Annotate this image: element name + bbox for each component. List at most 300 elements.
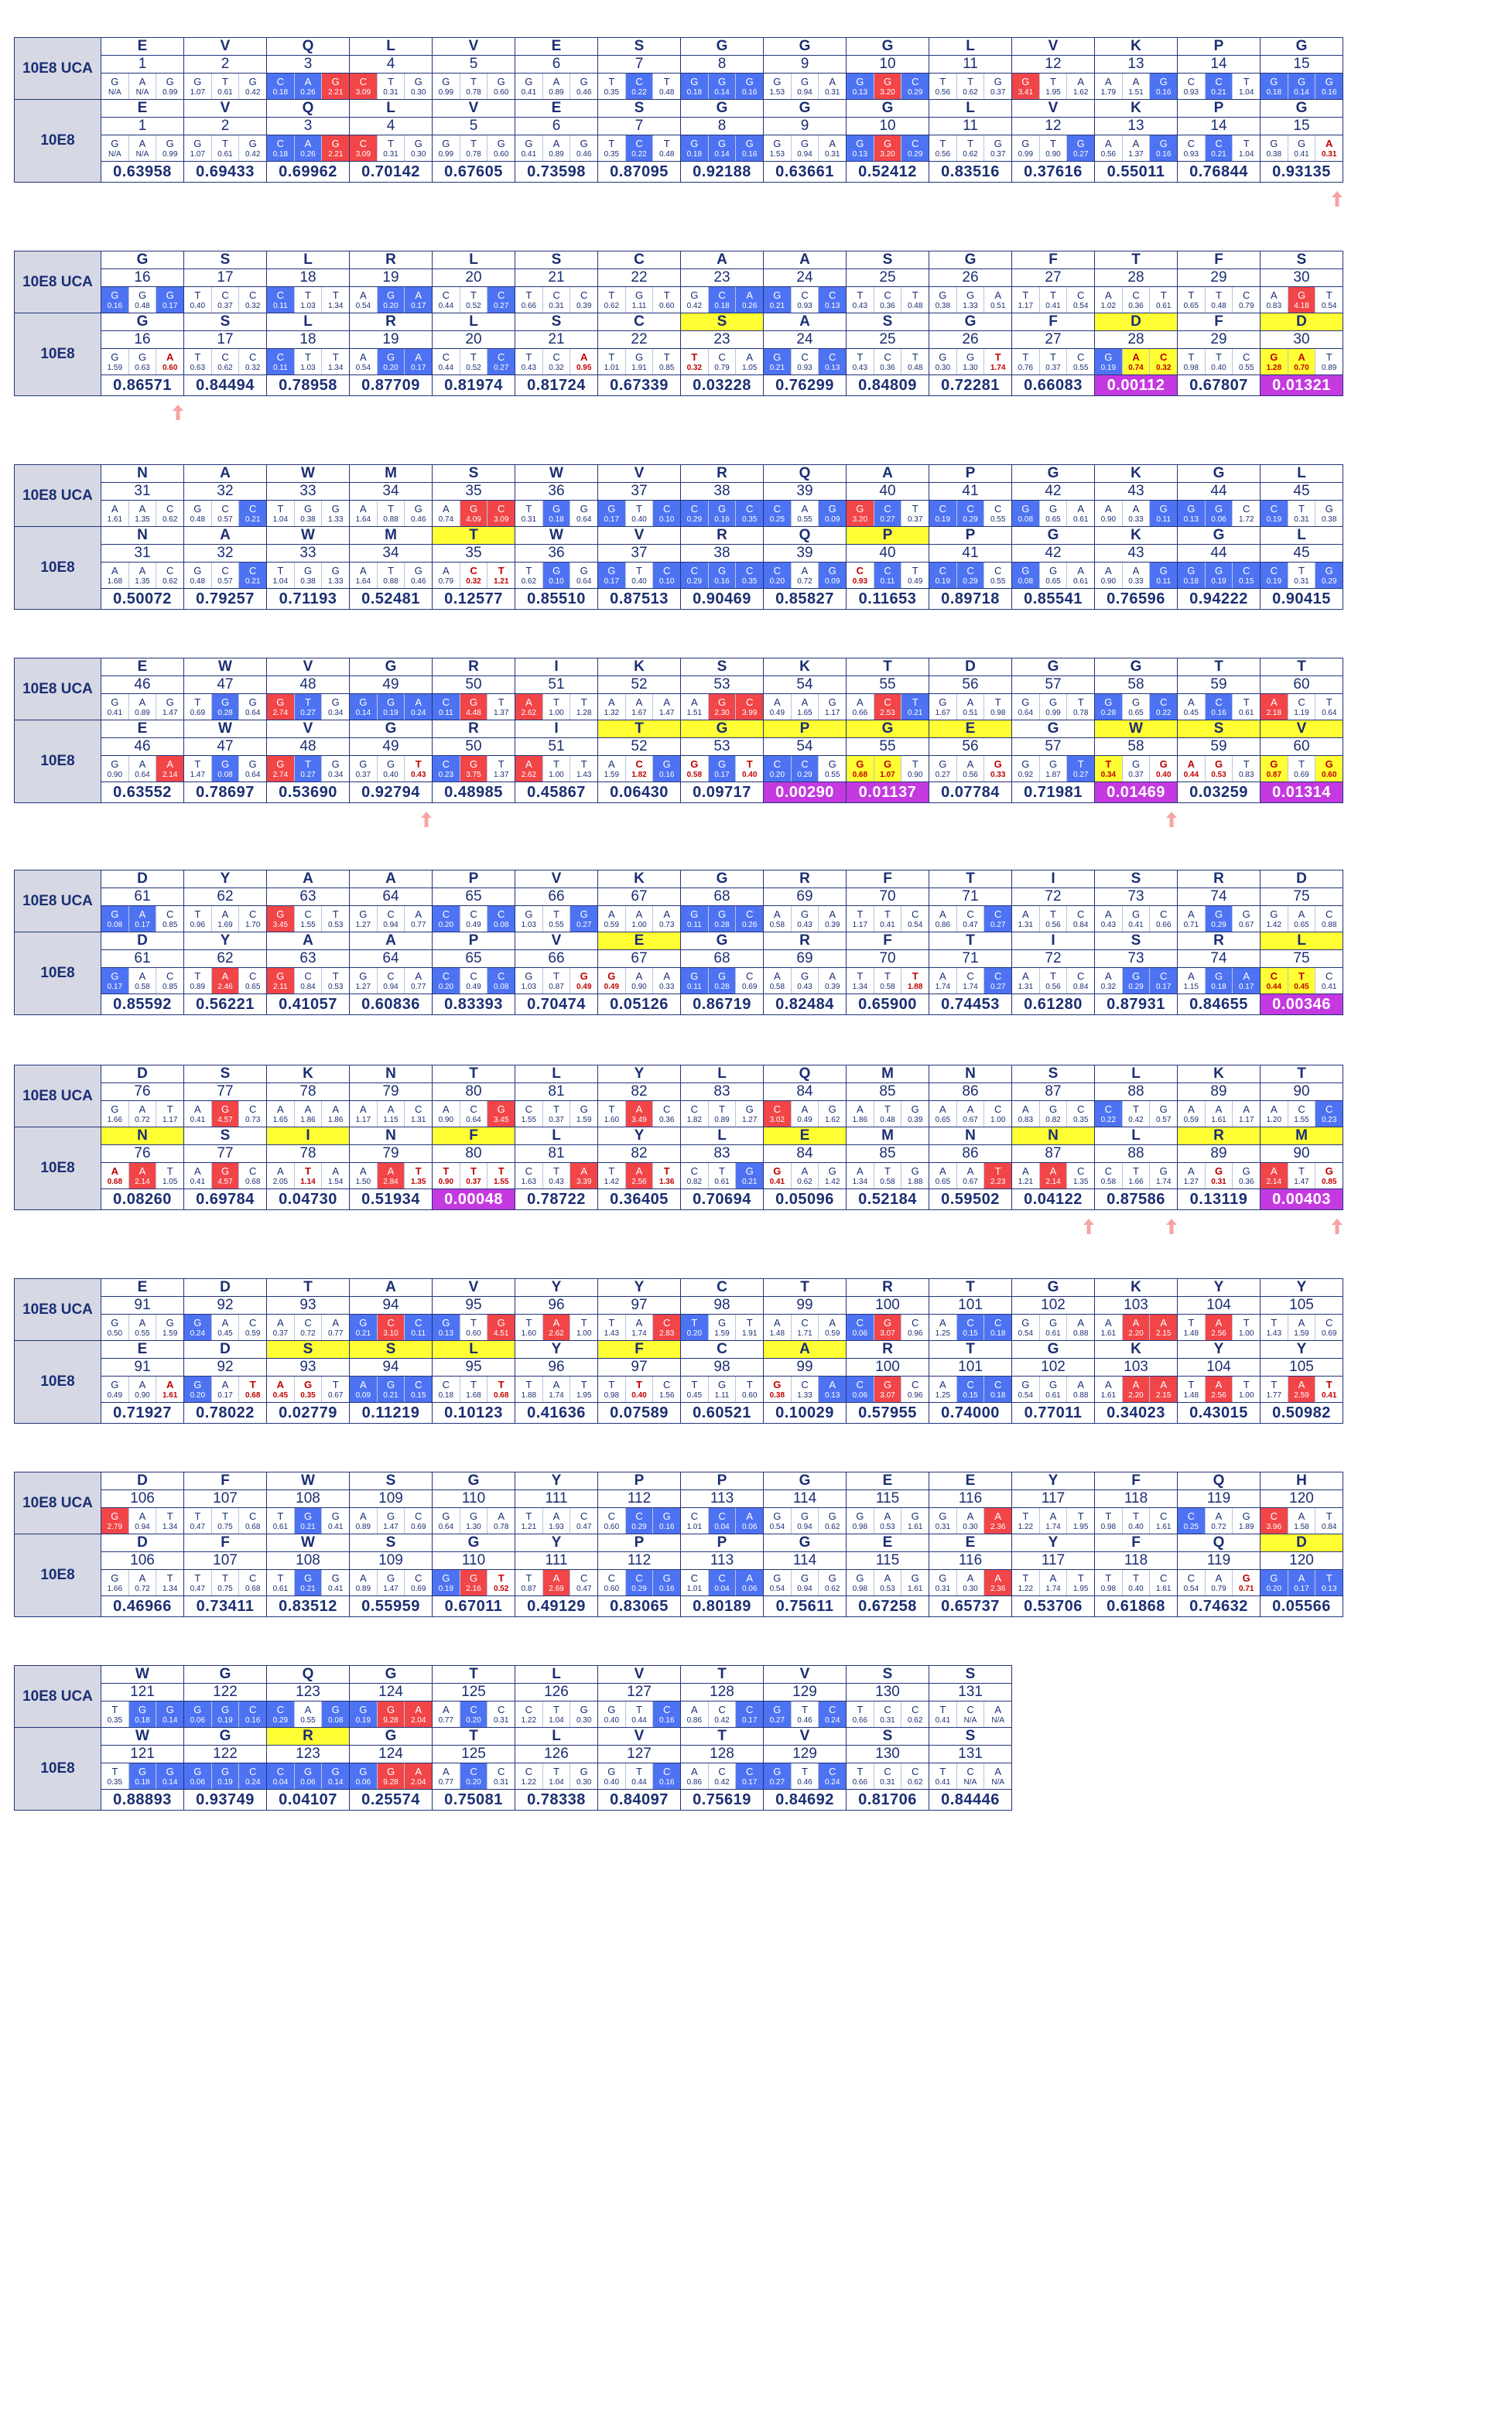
- base-letter: A: [552, 1316, 560, 1329]
- uca-position-number: 2: [184, 56, 267, 74]
- alignment-table: [14, 251, 1343, 396]
- base-value: 0.61: [217, 87, 233, 97]
- base-value: 0.18: [272, 149, 289, 159]
- codon-base: [101, 756, 129, 781]
- base-letter: T: [388, 502, 394, 515]
- uca-codon-grid: [350, 74, 432, 99]
- base-value: 1.32: [604, 708, 620, 717]
- uca-codons: [1178, 1315, 1261, 1341]
- base-value: 2.20: [1128, 1329, 1144, 1338]
- uca-number-row: [15, 56, 1343, 74]
- uca-amino-acid: A: [267, 870, 350, 888]
- codon-base: [847, 135, 874, 161]
- base-letter: A: [277, 1165, 284, 1177]
- base-letter: G: [856, 137, 864, 149]
- uca-amino-acid: L: [433, 251, 515, 269]
- base-value: 0.93: [1183, 149, 1199, 159]
- base-value: 0.47: [576, 1522, 592, 1531]
- uca-codon-grid: [433, 906, 515, 932]
- base-letter: C: [248, 502, 257, 515]
- uca-position-number: 105: [1261, 1297, 1343, 1315]
- base-letter: T: [470, 1378, 477, 1390]
- codon-base: [1315, 1163, 1343, 1188]
- uca-codons: [267, 1508, 350, 1534]
- mature-amino-acid: M: [350, 527, 433, 545]
- uca-number-row: [15, 676, 1343, 694]
- base-letter: A: [857, 1165, 864, 1177]
- uca-codon-grid: [598, 501, 680, 526]
- base-letter: G: [939, 289, 947, 301]
- base-value: 0.18: [135, 1715, 150, 1725]
- codon-base: [709, 1701, 737, 1727]
- base-letter: A: [1298, 908, 1305, 920]
- base-letter: C: [414, 1103, 422, 1115]
- base-letter: G: [662, 1510, 671, 1522]
- mature-codon-grid: [184, 349, 266, 374]
- base-value: 0.94: [135, 1522, 150, 1531]
- base-letter: C: [470, 564, 477, 576]
- base-letter: G: [1021, 502, 1030, 515]
- codon-base: [1012, 501, 1040, 526]
- base-value: 0.13: [852, 87, 868, 97]
- base-letter: G: [359, 1765, 368, 1777]
- base-letter: T: [912, 351, 918, 363]
- mature-codons: [681, 563, 764, 589]
- uca-codons: [101, 1315, 184, 1341]
- codon-base: [1012, 287, 1040, 313]
- mature-codons: [267, 349, 350, 375]
- base-value: 0.54: [907, 920, 923, 929]
- codon-base: [322, 1101, 349, 1127]
- base-value: 0.78: [1072, 708, 1089, 717]
- uca-codon-grid: [267, 906, 349, 932]
- codon-base: [984, 694, 1011, 720]
- uca-codons: [764, 74, 847, 100]
- base-value: 0.85: [162, 982, 178, 991]
- codon-base: [792, 968, 819, 994]
- codon-base: [1150, 756, 1177, 781]
- base-letter: C: [994, 1378, 1002, 1390]
- base-letter: A: [829, 970, 836, 982]
- base-value: 0.45: [686, 1390, 703, 1400]
- base-letter: A: [139, 564, 146, 576]
- mature-codons: [1012, 968, 1095, 994]
- mature-position-number: 89: [1178, 1145, 1261, 1163]
- base-letter: C: [442, 696, 450, 708]
- base-value: 0.48: [907, 363, 923, 372]
- base-value: 3.41: [1018, 87, 1034, 97]
- codon-base: [598, 906, 626, 932]
- base-letter: G: [469, 1572, 478, 1584]
- uca-codons: [598, 501, 681, 527]
- codon-base: [1095, 1101, 1123, 1127]
- mature-position-number: 81: [515, 1145, 598, 1163]
- base-letter: A: [360, 564, 367, 576]
- base-letter: C: [911, 1765, 919, 1777]
- codon-base: [901, 74, 929, 99]
- uca-codons: [101, 1701, 184, 1728]
- mature-position-number: 51: [515, 738, 598, 756]
- mature-codon-grid: [598, 756, 680, 781]
- base-value: 0.41: [327, 1522, 344, 1531]
- uca-label: 10E8 UCA: [15, 1065, 101, 1127]
- base-letter: A: [276, 1378, 285, 1390]
- base-letter: C: [552, 351, 560, 363]
- uca-codons: [598, 1315, 681, 1341]
- score-value: 0.57955: [847, 1403, 929, 1424]
- uca-position-number: 79: [350, 1083, 433, 1101]
- score-value: 0.03228: [681, 375, 764, 396]
- base-value: 0.56: [935, 149, 951, 159]
- base-value: 2.14: [135, 1177, 150, 1186]
- codon-base: [1067, 1570, 1094, 1595]
- uca-codon-grid: [1095, 1508, 1177, 1534]
- mature-amino-acid: P: [598, 1534, 681, 1552]
- base-value: 0.25: [1183, 1522, 1199, 1531]
- codon-base: [378, 1701, 405, 1727]
- mature-codon-grid: [267, 756, 349, 781]
- base-letter: G: [1214, 758, 1223, 770]
- base-value: 1.95: [576, 1390, 592, 1400]
- base-letter: G: [414, 137, 422, 149]
- codon-base: [957, 1377, 985, 1402]
- mature-label: 10E8: [15, 932, 101, 1015]
- uca-codons: [681, 1508, 764, 1534]
- base-value: 3.99: [741, 708, 758, 717]
- base-value: 0.88: [1072, 1329, 1089, 1338]
- uca-amino-acid: Y: [1178, 1279, 1261, 1297]
- codon-base: [984, 1508, 1011, 1534]
- codon-base: [570, 1570, 597, 1595]
- codon-base: [598, 1315, 626, 1340]
- base-value: 1.00: [549, 708, 564, 717]
- base-letter: C: [773, 1103, 782, 1115]
- codon-base: [764, 1570, 792, 1595]
- base-value: 0.16: [659, 1715, 675, 1725]
- base-letter: G: [690, 908, 699, 920]
- uca-position-number: 40: [847, 483, 929, 501]
- mature-codon-grid: [929, 1163, 1011, 1188]
- mature-amino-acid: I: [267, 1127, 350, 1145]
- base-letter: T: [636, 564, 642, 576]
- base-value: 0.56: [935, 87, 951, 97]
- base-value: 0.16: [245, 1715, 261, 1725]
- codon-base: [984, 1101, 1011, 1127]
- uca-codon-grid: [1012, 1508, 1094, 1534]
- base-letter: C: [1076, 908, 1085, 920]
- codon-base: [1288, 1315, 1316, 1340]
- codon-base: [901, 968, 929, 994]
- codon-base: [570, 1508, 597, 1534]
- mature-codons: [847, 135, 929, 162]
- uca-amino-acid: K: [267, 1065, 350, 1083]
- uca-position-number: 63: [267, 888, 350, 906]
- base-value: 0.45: [1183, 708, 1199, 717]
- mature-amino-acid: Q: [267, 100, 350, 118]
- codon-base: [156, 501, 183, 526]
- codon-base: [626, 501, 654, 526]
- mature-amino-acid: L: [1261, 527, 1343, 545]
- codon-base: [129, 968, 157, 994]
- uca-codons: [433, 1101, 515, 1127]
- mature-amino-acid: V: [598, 1728, 681, 1746]
- base-value: 0.37: [1045, 363, 1061, 372]
- base-letter: T: [1326, 1572, 1332, 1584]
- codon-base: [653, 1570, 680, 1595]
- base-value: 0.09: [355, 1390, 371, 1400]
- base-value: 0.47: [190, 1584, 206, 1593]
- codon-base: [212, 1377, 240, 1402]
- base-value: 0.35: [741, 515, 758, 524]
- uca-codon-row: [15, 1508, 1343, 1534]
- base-letter: G: [166, 1703, 174, 1715]
- base-letter: G: [1214, 502, 1223, 515]
- mature-codon-grid: [1095, 756, 1177, 781]
- base-letter: C: [470, 970, 477, 982]
- codon-base: [764, 1163, 792, 1188]
- base-value: 0.41: [935, 1777, 951, 1787]
- uca-amino-acid: Q: [267, 1666, 350, 1684]
- codon-base: [929, 1508, 957, 1534]
- base-letter: A: [1077, 75, 1085, 87]
- uca-codons: [1012, 906, 1095, 932]
- codon-base: [1150, 1163, 1177, 1188]
- base-letter: T: [415, 758, 422, 770]
- base-value: 0.15: [1238, 576, 1254, 586]
- base-letter: C: [690, 1165, 699, 1177]
- uca-number-row: [15, 888, 1343, 906]
- uca-amino-acid: N: [929, 1065, 1012, 1083]
- uca-position-number: 109: [350, 1490, 433, 1508]
- base-letter: C: [828, 289, 836, 301]
- codon-base: [101, 1163, 129, 1188]
- score-value: 0.85510: [515, 589, 598, 610]
- mature-position-number: 65: [433, 950, 515, 968]
- mature-codon-grid: [184, 1163, 266, 1188]
- codon-base: [239, 135, 266, 161]
- codon-base: [901, 501, 929, 526]
- codon-base: [709, 1377, 737, 1402]
- base-value: 3.96: [1266, 1522, 1282, 1531]
- mature-codon-row: [15, 968, 1343, 994]
- uca-amino-acid: Q: [764, 1065, 847, 1083]
- base-value: 0.73: [245, 1115, 261, 1124]
- base-letter: A: [304, 137, 312, 149]
- base-letter: T: [663, 137, 670, 149]
- base-value: 0.53: [327, 982, 344, 991]
- score-value: 0.03259: [1178, 782, 1261, 803]
- mature-position-number: 71: [929, 950, 1012, 968]
- mature-codon-grid: [1012, 1377, 1094, 1402]
- base-value: 0.29: [797, 770, 812, 779]
- uca-amino-acid: T: [433, 1666, 515, 1684]
- base-value: 0.08: [493, 920, 509, 929]
- codon-base: [874, 1163, 902, 1188]
- codon-base: [653, 694, 680, 720]
- codon-base: [984, 349, 1011, 374]
- base-letter: C: [773, 758, 782, 770]
- uca-amino-acid: L: [929, 38, 1012, 56]
- uca-position-number: 80: [433, 1083, 515, 1101]
- codon-base: [1315, 563, 1343, 588]
- base-value: 0.60: [659, 301, 675, 310]
- codon-base: [792, 287, 819, 313]
- base-letter: A: [139, 137, 146, 149]
- base-letter: G: [138, 1765, 147, 1777]
- uca-codon-row: [15, 694, 1343, 720]
- mature-codons: [101, 563, 184, 589]
- uca-position-number: 124: [350, 1684, 433, 1701]
- codon-base: [129, 287, 157, 313]
- base-letter: A: [415, 351, 422, 363]
- base-value: 1.58: [1294, 1522, 1309, 1531]
- mature-amino-acid: G: [681, 100, 764, 118]
- mature-position-number: 77: [184, 1145, 267, 1163]
- mature-position-number: 36: [515, 545, 598, 563]
- base-value: 2.36: [990, 1522, 1006, 1531]
- uca-amino-acid: Y: [598, 1065, 681, 1083]
- base-value: 0.87: [549, 982, 564, 991]
- base-letter: A: [332, 1165, 340, 1177]
- base-letter: C: [248, 1165, 257, 1177]
- base-value: 0.60: [493, 87, 509, 97]
- base-value: 0.17: [410, 301, 426, 310]
- base-value: 0.22: [631, 149, 647, 159]
- codon-base: [1233, 1163, 1260, 1188]
- base-letter: A: [884, 1510, 891, 1522]
- base-value: 2.79: [107, 1522, 123, 1531]
- codon-base: [212, 968, 240, 994]
- codon-base: [764, 1763, 792, 1789]
- alignment-table: [14, 37, 1343, 183]
- codon-base: [626, 349, 654, 374]
- base-letter: C: [304, 970, 312, 982]
- base-value: 0.26: [741, 920, 758, 929]
- mature-amino-acid: T: [929, 932, 1012, 950]
- base-value: 0.54: [1018, 1390, 1034, 1400]
- base-letter: G: [386, 1378, 395, 1390]
- base-letter: G: [221, 696, 230, 708]
- codon-base: [598, 694, 626, 720]
- base-value: 2.62: [521, 770, 537, 779]
- base-value: 1.27: [355, 982, 371, 991]
- uca-amino-acid: M: [847, 1065, 929, 1083]
- uca-codon-grid: [1012, 74, 1094, 99]
- codon-base: [378, 1508, 405, 1534]
- base-value: 4.57: [217, 1115, 233, 1124]
- uca-codons: [764, 906, 847, 932]
- codon-base: [239, 1763, 266, 1789]
- base-value: 0.68: [107, 1177, 123, 1186]
- base-letter: T: [1022, 1572, 1029, 1584]
- base-value: 1.47: [190, 770, 206, 779]
- codon-base: [1288, 287, 1316, 313]
- codon-base: [874, 287, 902, 313]
- codon-base: [101, 968, 129, 994]
- uca-codons: [433, 501, 515, 527]
- base-letter: C: [387, 970, 395, 982]
- uca-position-number: 46: [101, 676, 184, 694]
- base-value: 0.49: [466, 982, 481, 991]
- mature-codons: [1261, 135, 1343, 162]
- mature-amino-acid: W: [267, 527, 350, 545]
- base-value: 0.13: [824, 363, 840, 372]
- mature-amino-acid: C: [681, 1341, 764, 1359]
- base-letter: G: [525, 137, 533, 149]
- mature-amino-acid: S: [681, 313, 764, 331]
- mature-codons: [101, 1163, 184, 1189]
- mature-amino-acid: F: [1012, 313, 1095, 331]
- mature-codons: [764, 1570, 847, 1596]
- base-letter: C: [745, 1765, 754, 1777]
- base-value: 3.75: [466, 770, 481, 779]
- base-letter: C: [884, 564, 891, 576]
- base-letter: T: [994, 696, 1001, 708]
- uca-codons: [681, 501, 764, 527]
- mature-amino-acid: T: [433, 527, 515, 545]
- base-letter: T: [663, 75, 670, 87]
- base-letter: G: [1159, 137, 1168, 149]
- codon-base: [267, 563, 295, 588]
- base-letter: G: [331, 75, 340, 87]
- base-letter: C: [662, 1703, 671, 1715]
- base-value: 0.16: [1321, 87, 1337, 97]
- base-value: 0.43: [1100, 920, 1117, 929]
- base-letter: C: [580, 289, 588, 301]
- base-letter: A: [1325, 137, 1333, 149]
- codon-base: [487, 906, 515, 932]
- mature-codons: [184, 135, 267, 162]
- base-value: 0.88: [383, 576, 399, 586]
- base-value: 0.62: [963, 87, 978, 97]
- base-letter: A: [1215, 1378, 1223, 1390]
- base-letter: G: [248, 696, 257, 708]
- base-value: 1.17: [1018, 301, 1034, 310]
- base-value: 0.10: [659, 515, 675, 524]
- base-value: 1.00: [549, 770, 564, 779]
- uca-codons: [515, 501, 598, 527]
- base-letter: A: [691, 1765, 698, 1777]
- mature-codons: [929, 1163, 1012, 1189]
- mature-codons: [847, 1763, 929, 1790]
- uca-codons: [1178, 694, 1261, 720]
- codon-base: [1095, 74, 1123, 99]
- codon-base: [322, 1377, 349, 1402]
- uca-codon-grid: [764, 1101, 846, 1127]
- base-letter: C: [966, 1378, 974, 1390]
- codon-base: [1123, 1315, 1151, 1340]
- base-letter: T: [305, 351, 311, 363]
- uca-amino-acid: S: [1012, 1065, 1095, 1083]
- alignment-block-9: [14, 1665, 1012, 1811]
- codon-base: [792, 1763, 819, 1789]
- codon-base: [1206, 1163, 1233, 1188]
- uca-position-number: 44: [1178, 483, 1261, 501]
- uca-codon-grid: [1012, 1101, 1094, 1127]
- base-letter: A: [1298, 1378, 1305, 1390]
- codon-base: [1067, 501, 1094, 526]
- codon-base: [378, 1163, 405, 1188]
- codon-base: [901, 1101, 929, 1127]
- mature-codon-grid: [433, 1570, 515, 1595]
- base-letter: G: [166, 1316, 174, 1329]
- mature-codon-grid: [598, 1377, 680, 1402]
- mature-codon-grid: [764, 756, 846, 781]
- codon-base: [405, 1570, 432, 1595]
- score-value: 0.67605: [433, 162, 515, 183]
- base-value: 0.46: [410, 576, 426, 586]
- codon-base: [681, 1570, 709, 1595]
